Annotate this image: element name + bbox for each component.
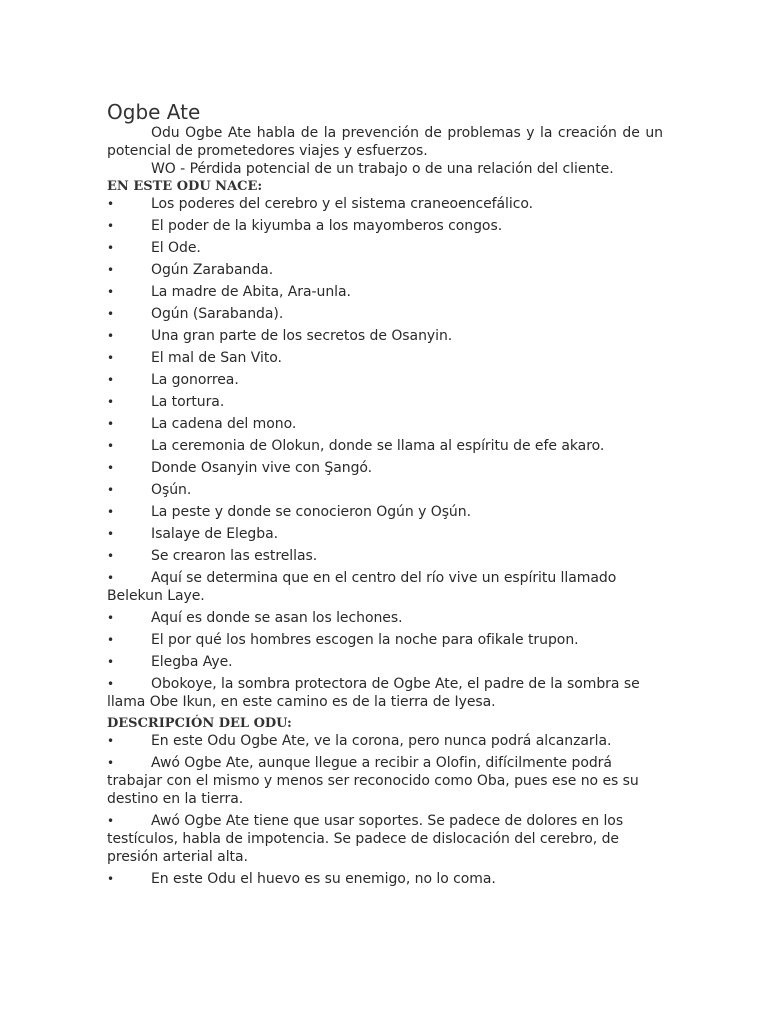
list-item [107, 812, 663, 866]
bullet-icon: • [107, 219, 115, 233]
list-item-text: La ceremonia de Olokun, donde se llama al espíritu de efe akaro. [151, 438, 605, 454]
list-item-text: Los poderes del cerebro y el sistema craneoencefálico. [151, 196, 534, 212]
list-item-text: Awó Ogbe Ate tiene que usar soportes. Se padece de dolores en los testículos, habla de impotencia. Se padece de dislocación del cerebro, de presión arterial alta. [107, 813, 624, 865]
bullet-icon: • [107, 527, 115, 541]
list-item [107, 547, 663, 565]
bullet-icon: • [107, 677, 115, 691]
bullet-icon: • [107, 395, 115, 409]
list-item [107, 371, 663, 389]
list-item [107, 261, 663, 279]
bullet-icon: • [107, 461, 115, 475]
bullet-icon: • [107, 351, 115, 365]
list-item-text: Oşún. [151, 482, 192, 498]
bullet-icon: • [107, 611, 115, 625]
bullet-icon: • [107, 263, 115, 277]
list-item [107, 609, 663, 627]
descripcion-list [107, 732, 663, 888]
list-item-text: El mal de San Vito. [151, 350, 282, 366]
list-item-text: La madre de Abita, Ara-unla. [151, 284, 351, 300]
bullet-icon: • [107, 439, 115, 453]
bullet-icon: • [107, 197, 115, 211]
bullet-icon: • [107, 571, 115, 585]
list-item [107, 870, 663, 888]
list-item [107, 732, 663, 750]
list-item [107, 305, 663, 323]
section-heading-nace: EN ESTE ODU NACE: [107, 179, 263, 194]
list-item-text: Obokoye, la sombra protectora de Ogbe Ate, el padre de la sombra se llama Obe Ikun, en este camino es de la tierra de Iyesa. [107, 676, 640, 710]
bullet-icon: • [107, 633, 115, 647]
bullet-icon: • [107, 655, 115, 669]
document-title: Ogbe Ate [107, 100, 201, 124]
list-item-text: La gonorrea. [151, 372, 239, 388]
list-item [107, 525, 663, 543]
list-item-text: El poder de la kiyumba a los mayomberos congos. [151, 218, 503, 234]
bullet-icon: • [107, 329, 115, 343]
list-item [107, 349, 663, 367]
list-item [107, 481, 663, 499]
list-item [107, 415, 663, 433]
section-heading-descripcion: DESCRIPCIÓN DEL ODU: [107, 716, 292, 731]
list-item-text: En este Odu Ogbe Ate, ve la corona, pero nunca podrá alcanzarla. [151, 733, 612, 749]
list-item [107, 653, 663, 671]
bullet-icon: • [107, 285, 115, 299]
list-item [107, 283, 663, 301]
list-item [107, 195, 663, 213]
list-item [107, 459, 663, 477]
bullet-icon: • [107, 241, 115, 255]
list-item [107, 393, 663, 411]
list-item-text: Ogún (Sarabanda). [151, 306, 284, 322]
list-item-text: Una gran parte de los secretos de Osanyin. [151, 328, 453, 344]
list-item-text: Aquí es donde se asan los lechones. [151, 610, 403, 626]
intro-paragraph: Odu Ogbe Ate habla de la prevención de problemas y la creación de un potencial de prometedores viajes y esfuerzos. [107, 125, 663, 159]
list-item [107, 327, 663, 345]
bullet-icon: • [107, 505, 115, 519]
bullet-icon: • [107, 417, 115, 431]
list-item-text: En este Odu el huevo es su enemigo, no lo coma. [151, 871, 496, 887]
list-item-text: La peste y donde se conocieron Ogún y Oşún. [151, 504, 471, 520]
list-item-text: La tortura. [151, 394, 225, 410]
list-item-text: Ogún Zarabanda. [151, 262, 274, 278]
bullet-icon: • [107, 483, 115, 497]
list-item-text: Awó Ogbe Ate, aunque llegue a recibir a Olofin, difícilmente podrá trabajar con el mismo y menos ser reconocido como Oba, pues ese no es su destino en la tierra. [107, 755, 639, 807]
bullet-icon: • [107, 549, 115, 563]
intro-paragraph: WO - Pérdida potencial de un trabajo o de una relación del cliente. [151, 161, 614, 177]
list-item [107, 631, 663, 649]
list-item-text: El por qué los hombres escogen la noche para ofikale trupon. [151, 632, 579, 648]
list-item-text: El Ode. [151, 240, 201, 256]
bullet-icon: • [107, 373, 115, 387]
bullet-icon: • [107, 756, 115, 770]
list-item [107, 754, 663, 808]
list-item-text: Donde Osanyin vive con Şangó. [151, 460, 373, 476]
list-item-text: Aquí se determina que en el centro del río vive un espíritu llamado Belekun Laye. [107, 570, 617, 604]
list-item-text: Se crearon las estrellas. [151, 548, 318, 564]
document-page [107, 100, 663, 892]
list-item [107, 675, 663, 711]
bullet-icon: • [107, 872, 115, 886]
bullet-icon: • [107, 814, 115, 828]
list-item [107, 503, 663, 521]
list-item-text: La cadena del mono. [151, 416, 297, 432]
list-item-text: Elegba Aye. [151, 654, 233, 670]
list-item-text: Isalaye de Elegba. [151, 526, 279, 542]
list-item [107, 217, 663, 235]
nace-list [107, 195, 663, 711]
list-item [107, 569, 663, 605]
list-item [107, 239, 663, 257]
bullet-icon: • [107, 734, 115, 748]
bullet-icon: • [107, 307, 115, 321]
list-item [107, 437, 663, 455]
